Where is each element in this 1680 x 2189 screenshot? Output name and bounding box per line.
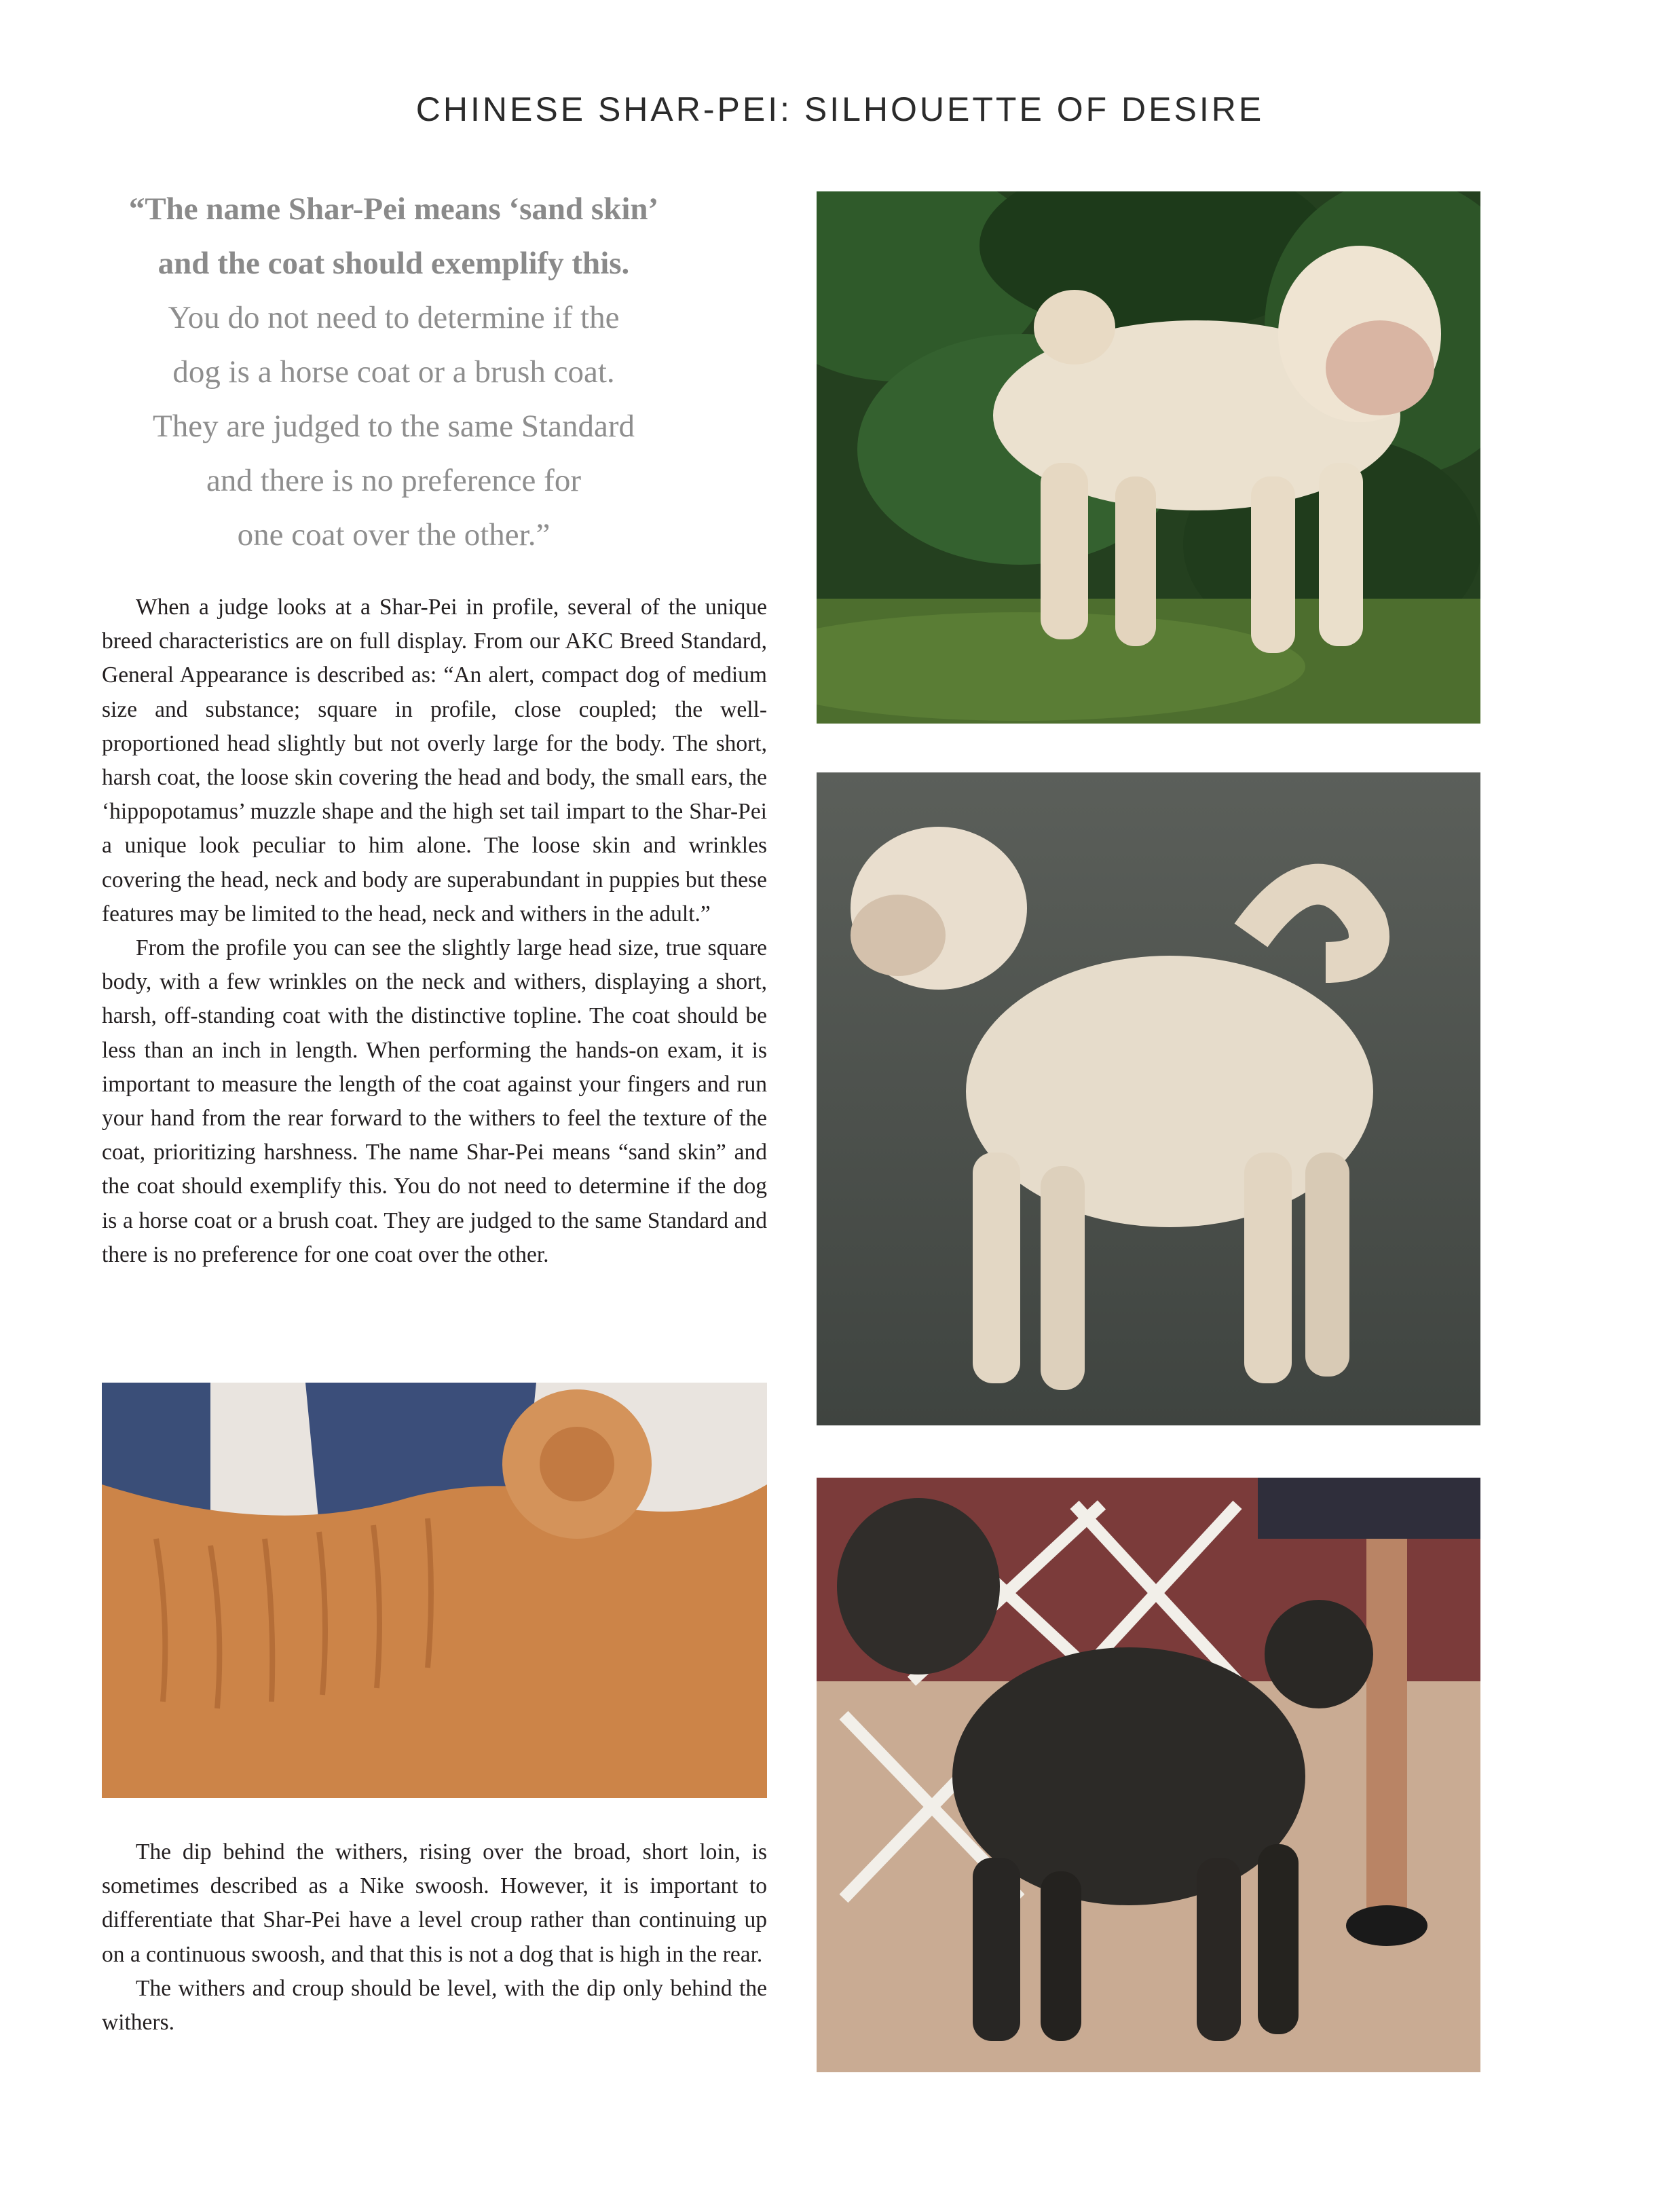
photo-cream-shar-pei-foliage [817,191,1480,724]
page-header-title: CHINESE SHAR-PEI: SILHOUETTE OF DESIRE [415,90,1265,128]
article-text-upper [102,591,767,1272]
pull-quote-line: and the coat should exemplify this. [157,246,630,281]
article-paragraph: The dip behind the withers, rising over the broad, short loin, is sometimes described as a Nike swoosh. However, it is important to differentiate that Shar-Pei have a level croup rather than continuing up on a continuous swoosh, and that this is not a dog that is high in the rear. [102,1839,767,1967]
article-paragraph: The withers and croup should be level, with the dip only behind the withers. [102,1975,767,2036]
photo-fawn-shar-pei-topline-closeup [102,1383,767,1798]
pull-quote [102,182,686,562]
pull-quote-line: and there is no preference for [206,463,581,498]
pull-quote-line: one coat over the other.” [237,517,550,553]
photo-cream-shar-pei-studio [817,772,1480,1425]
pull-quote-line: dog is a horse coat or a brush coat. [172,354,615,390]
pull-quote-line: They are judged to the same Standard [153,409,635,444]
article-paragraph: When a judge looks at a Shar-Pei in profile, several of the unique breed characteristics are on full display. From our AKC Breed Standard, General Appearance is described as: “An alert, compact dog of medium size and substance; square in profile, close coupled; the well-proportioned head slightly but not overly large for the body. The short, harsh coat, the loose skin covering the head and body, the small ears, the ‘hippopotamus’ muzzle shape and the high set tail impart to the Shar-Pei a unique look peculiar to him alone. The loose skin and wrinkles covering the head, neck and body are superabundant in puppies but these features may be limited to the head, neck and withers in the adult.” [102,595,767,927]
pull-quote-line: You do not need to determine if the [168,300,620,335]
article-paragraph: From the profile you can see the slightly large head size, true square body, with a few wrinkles on the neck and withers, displaying a short, harsh, off-standing coat with the distinctive topline. The coat should be less than an inch in length. When performing the hands-on exam, it is important to measure the length of the coat against your fingers and run your hand from the rear forward to the withers to feel the texture of the coat, prioritizing harshness. The name Shar-Pei means “sand skin” and the coat should exemplify this. You do not need to determine if the dog is a horse coat or a brush coat. They are judged to the same Standard and there is no preference for one coat over the other. [102,935,767,1267]
photo-black-shar-pei-show [817,1478,1480,2072]
pull-quote-line: “The name Shar-Pei means ‘sand skin’ [128,191,659,227]
article-text-lower [102,1835,767,2040]
